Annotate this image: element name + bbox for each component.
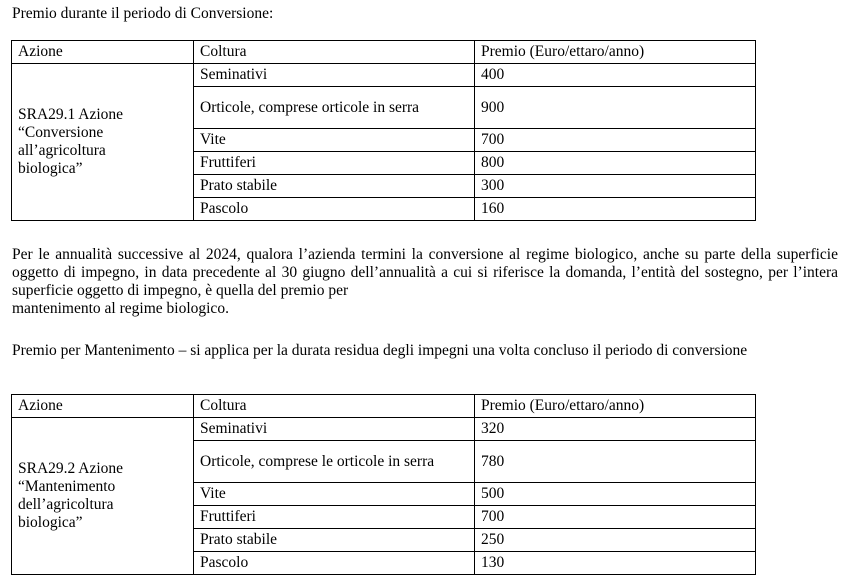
premio-cell: 700 bbox=[475, 129, 756, 152]
header-premio: Premio (Euro/ettaro/anno) bbox=[475, 395, 756, 418]
azione-line: “Conversione bbox=[18, 124, 104, 141]
coltura-cell: Vite bbox=[194, 129, 475, 152]
header-azione: Azione bbox=[12, 395, 194, 418]
coltura-cell: Prato stabile bbox=[194, 175, 475, 198]
paragraph-annualita-end: mantenimento al regime biologico. bbox=[12, 300, 229, 317]
table-row bbox=[12, 64, 756, 87]
azione-line: dell’agricoltura bbox=[18, 496, 114, 513]
azione-cell bbox=[12, 418, 194, 575]
premio-cell: 700 bbox=[475, 506, 756, 529]
premio-cell: 800 bbox=[475, 152, 756, 175]
coltura-cell: Orticole, comprese le orticole in serra bbox=[194, 441, 475, 483]
header-coltura: Coltura bbox=[194, 395, 475, 418]
coltura-cell: Pascolo bbox=[194, 198, 475, 221]
coltura-cell: Prato stabile bbox=[194, 529, 475, 552]
premio-cell: 320 bbox=[475, 418, 756, 441]
coltura-cell: Pascolo bbox=[194, 552, 475, 575]
coltura-cell: Orticole, comprese orticole in serra bbox=[194, 87, 475, 129]
azione-line: biologica” bbox=[18, 514, 83, 531]
paragraph-annualita-body: Per le annualità successive al 2024, qualora l’azienda termini la conversione al regime biologico, anche su parte della superficie oggetto di impegno, in data precedente al 30 giugno dell’annualità a cui si riferisce la domanda, l’entità del sostegno, per l’intera superficie oggetto di impegno, è quella del premio per bbox=[12, 246, 838, 299]
premio-cell: 250 bbox=[475, 529, 756, 552]
coltura-cell: Seminativi bbox=[194, 418, 475, 441]
azione-cell bbox=[12, 64, 194, 221]
intro-conversione: Premio durante il periodo di Conversione: bbox=[12, 5, 274, 22]
premio-cell: 900 bbox=[475, 87, 756, 129]
header-coltura: Coltura bbox=[194, 41, 475, 64]
coltura-cell: Vite bbox=[194, 483, 475, 506]
table-conversione bbox=[11, 40, 756, 221]
header-azione: Azione bbox=[12, 41, 194, 64]
premio-cell: 780 bbox=[475, 441, 756, 483]
premio-cell: 160 bbox=[475, 198, 756, 221]
premio-cell: 400 bbox=[475, 64, 756, 87]
table-mantenimento bbox=[11, 394, 756, 575]
table-header-row bbox=[12, 41, 756, 64]
azione-line: “Mantenimento bbox=[18, 478, 116, 495]
premio-cell: 300 bbox=[475, 175, 756, 198]
coltura-cell: Fruttiferi bbox=[194, 506, 475, 529]
coltura-cell: Fruttiferi bbox=[194, 152, 475, 175]
coltura-cell: Seminativi bbox=[194, 64, 475, 87]
table-header-row bbox=[12, 395, 756, 418]
table-row bbox=[12, 418, 756, 441]
paragraph-annualita bbox=[12, 246, 838, 318]
premio-cell: 500 bbox=[475, 483, 756, 506]
azione-line: SRA29.1 Azione bbox=[18, 106, 124, 123]
intro-mantenimento: Premio per Mantenimento – si applica per la durata residua degli impegni una volta concluso il periodo di conversione bbox=[12, 342, 748, 359]
azione-line: biologica” bbox=[18, 160, 83, 177]
azione-line: SRA29.2 Azione bbox=[18, 460, 124, 477]
azione-line: all’agricoltura bbox=[18, 142, 106, 159]
premio-cell: 130 bbox=[475, 552, 756, 575]
header-premio: Premio (Euro/ettaro/anno) bbox=[475, 41, 756, 64]
